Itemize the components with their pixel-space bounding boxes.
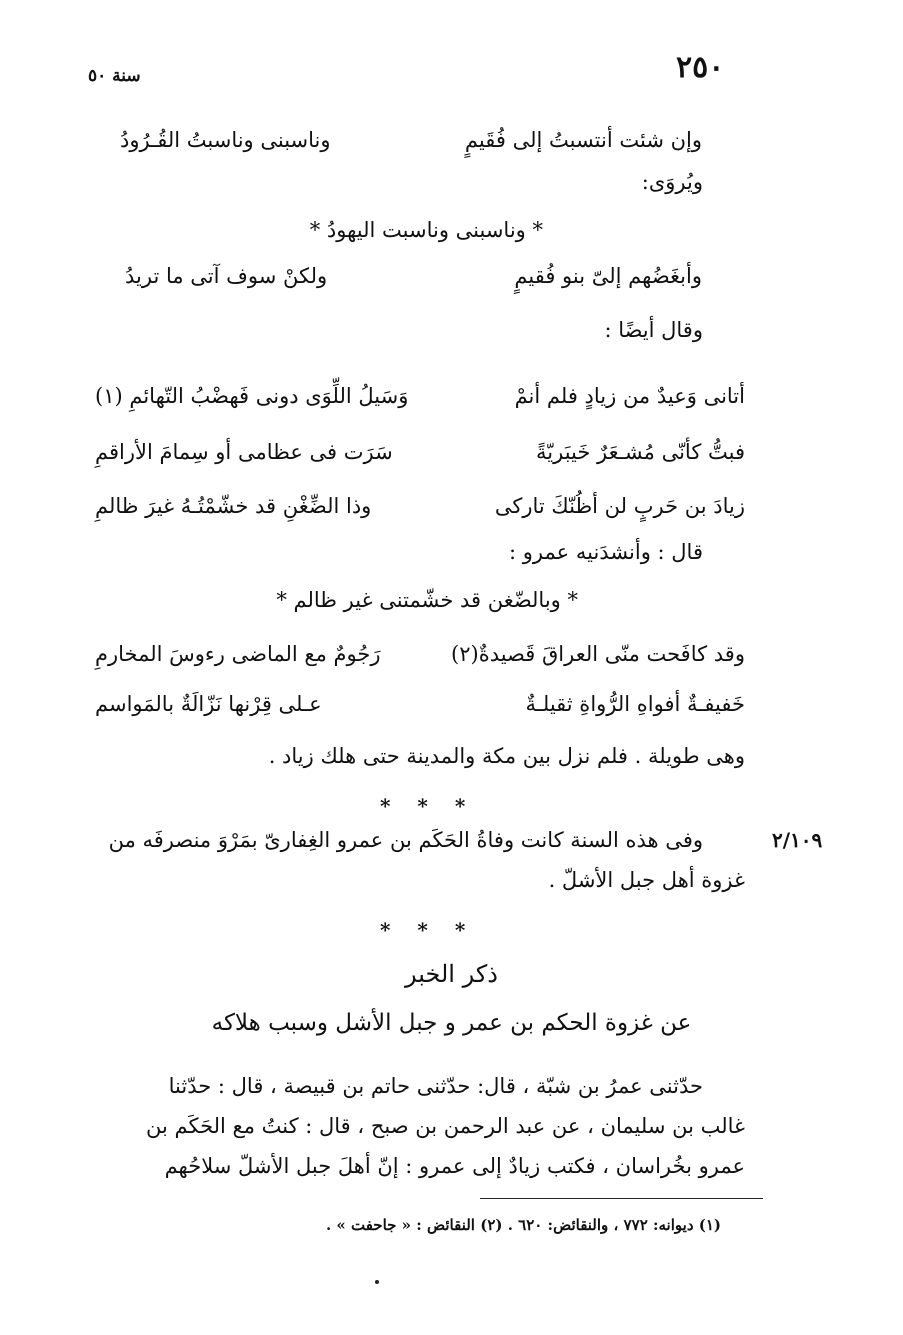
footnotes: (١) ديوانه: ٧٧٢ ، والنقائض: ٦٢٠ . (٢) النقائض : « جاحفت » . <box>325 1216 721 1234</box>
alternate-hemistich: * وناسبنى وناسبت اليهودُ * <box>309 218 543 242</box>
verse-first-hemistich: وقد كافَحت منّى العراقَ قَصيدةٌ(٢) <box>451 642 745 666</box>
running-header-year: سنة ٥٠ <box>88 66 141 86</box>
paragraph-line: حدّثنى عمرُ بن شبّة ، قال: حدّثنى حاتم بن قبيصة ، قال : حدّثنا <box>168 1074 703 1098</box>
section-separator: * * * <box>380 918 476 942</box>
verse-line <box>95 440 745 478</box>
paragraph-line: عمرو بخُراسان ، فكتب زيادٌ إلى عمرو : إنّ أهلَ جبل الأشلّ سلاحُهم <box>164 1154 745 1178</box>
section-separator: * * * <box>380 794 476 818</box>
margin-page-reference: ٢/١٠٩ <box>772 828 823 852</box>
verse-line <box>95 384 745 422</box>
verse-second-hemistich: ولكنْ سوف آتى ما تريدُ <box>125 264 328 288</box>
footnote-rule <box>480 1198 763 1199</box>
verse-second-hemistich: عـلى قِرْنها نَزّالَةٌ بالمَواسم <box>95 692 322 716</box>
verse-first-hemistich: خَفيفـةٌ أفواهِ الرُّواةِ ثقيلـةٌ <box>525 692 745 716</box>
page-mark <box>375 1280 379 1284</box>
section-heading: ذكر الخبر <box>405 960 498 988</box>
verse-line <box>95 642 745 680</box>
verse-second-hemistich: وَسَيلُ اللِّوَى دونى فَهضْبُ التّهائمِ (١) <box>95 384 409 408</box>
verse-first-hemistich: وإن شئت أنتسبتُ إلى فُقَيمٍ <box>464 128 702 152</box>
yurwa-label: ويُروَى: <box>641 170 703 194</box>
verse-second-hemistich: وناسبنى وناسبتُ القُـرُودُ <box>120 128 331 152</box>
verse-first-hemistich: أتانى وَعيدٌ من زيادٍ فلم أنمْ <box>514 384 745 408</box>
verse-second-hemistich: سَرَت فى عظامى أو سِمامَ الأراقمِ <box>95 440 393 464</box>
verse-line <box>125 264 702 302</box>
verse-first-hemistich: زيادَ بن حَربٍ لن أظُنّكَ تاركى <box>494 494 745 518</box>
paragraph-line: غالب بن سليمان ، عن عبد الرحمن بن صبح ، قال : كنتُ مع الحَكَم بن <box>146 1114 745 1138</box>
page-number: ٢٥٠ <box>676 50 725 85</box>
verse-line <box>95 692 745 730</box>
paragraph-line: غزوة أهل جبل الأشلّ . <box>548 868 745 892</box>
verse-line <box>95 494 745 532</box>
verse-first-hemistich: فبتُّ كأنّى مُشـعَرٌ خَيبَريّةً <box>536 440 745 464</box>
verse-line <box>120 128 702 166</box>
section-subheading: عن غزوة الحكم بن عمر و جبل الأشل وسبب هلاكه <box>211 1010 692 1036</box>
verse-second-hemistich: وذا الضِّغْنِ قد خشّمْتُـهُ غيرَ ظالمِ <box>95 494 372 518</box>
qala-anshadanih: قال : وأنشدَنيه عمرو : <box>509 540 703 564</box>
alternate-hemistich: * وبالضّغن قد خشّمتنى غير ظالم * <box>276 588 578 612</box>
closing-line: وهى طويلة . فلم نزل بين مكة والمدينة حتى هلك زياد . <box>268 744 745 768</box>
qala-aydan: وقال أيضًا : <box>604 318 703 342</box>
verse-first-hemistich: وأبغَضُهم إلىّ بنو فُقيمٍ <box>514 264 702 288</box>
paragraph-line: وفى هذه السنة كانت وفاةُ الحَكَم بن عمرو الغِفارىّ بمَرْوَ منصرفَه من <box>108 828 703 852</box>
verse-second-hemistich: رَجُومٌ مع الماضى رءوسَ المخارمِ <box>95 642 381 666</box>
